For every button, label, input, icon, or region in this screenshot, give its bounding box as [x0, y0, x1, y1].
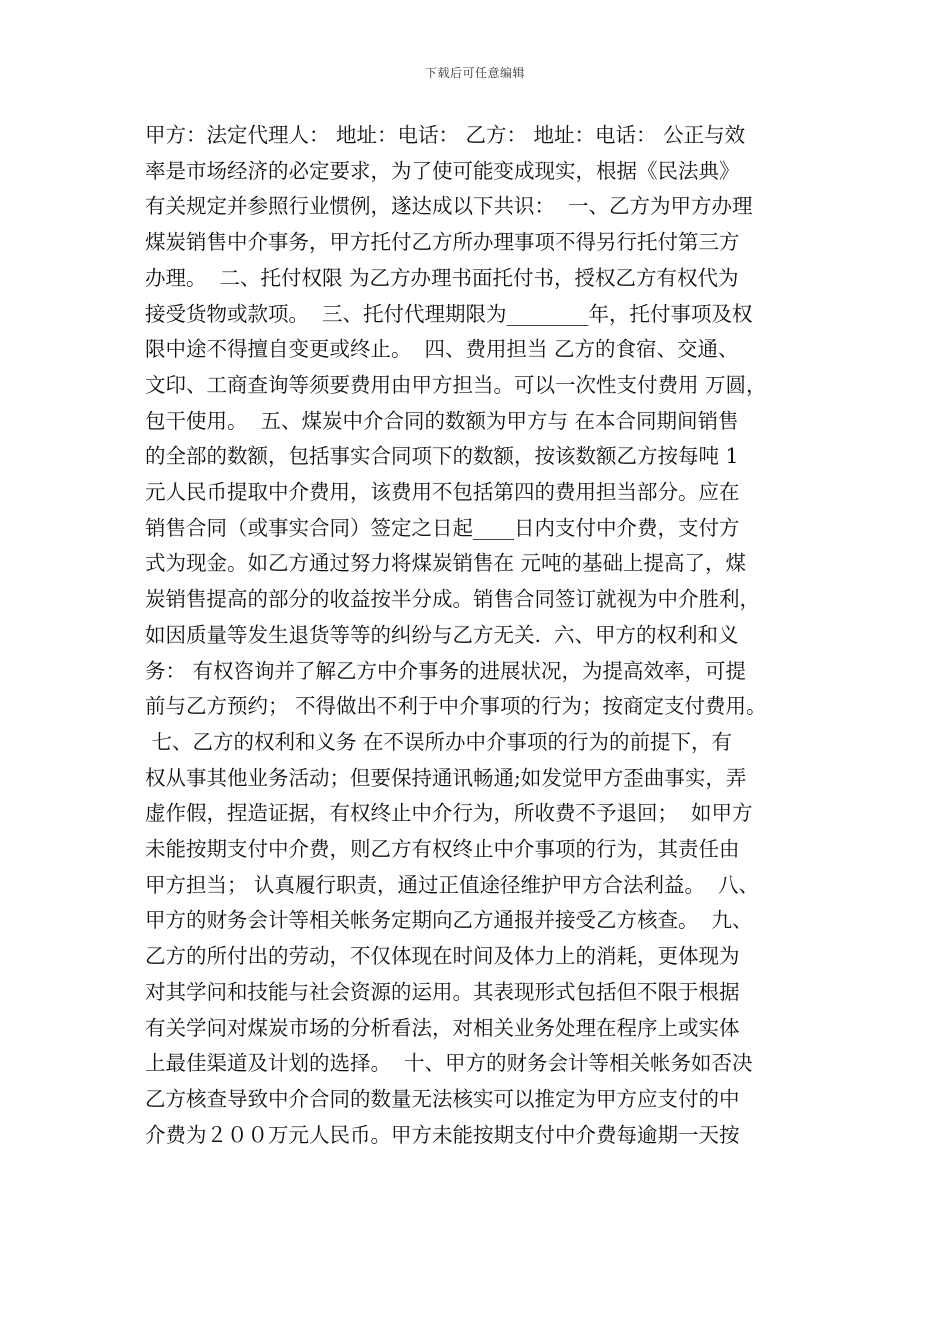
text-line: 乙方核查导致中介合同的数量无法核实可以推定为甲方应支付的中	[145, 1086, 740, 1111]
text-line: 七、乙方的权利和义务 在不误所办中介事项的行为的前提下，有	[145, 729, 733, 754]
text-line: 销售合同（或事实合同）签定之日起____日内支付中介费，支付方	[145, 515, 740, 540]
text-line: 乙方的所付出的劳动，不仅体现在时间及体力上的消耗，更体现为	[145, 944, 740, 969]
text-line: 率是市场经济的必定要求，为了使可能变成现实，根据《民法典》	[145, 158, 740, 183]
text-line: 虚作假，捏造证据，有权终止中介行为，所收费不予退回； 如甲方	[145, 801, 753, 826]
text-line: 甲方的财务会计等相关帐务定期向乙方通报并接受乙方核查。 九、	[145, 908, 753, 933]
text-line: 上最佳渠道及计划的选择。 十、甲方的财务会计等相关帐务如否决	[145, 1051, 753, 1076]
text-line: 对其学问和技能与社会资源的运用。其表现形式包括但不限于根据	[145, 979, 740, 1004]
page-header-note: 下载后可任意编辑	[424, 66, 525, 80]
text-line: 未能按期支付中介费，则乙方有权终止中介事项的行为，其责任由	[145, 837, 740, 862]
text-line: 煤炭销售中介事务，甲方托付乙方所办理事项不得另行托付第三方	[145, 230, 740, 255]
text-line: 炭销售提高的部分的收益按半分成。销售合同签订就视为中介胜利，	[145, 587, 760, 612]
text-line: 办理。 二、托付权限 为乙方办理书面托付书，授权乙方有权代为	[145, 265, 739, 290]
text-line: 包干使用。 五、煤炭中介合同的数额为甲方与 在本合同期间销售	[145, 408, 739, 433]
text-line: 文印、工商查询等须要费用由甲方担当。可以一次性支付费用 万圆，	[145, 372, 767, 397]
text-line: 务： 有权咨询并了解乙方中介事务的进展状况，为提高效率，可提	[145, 658, 747, 683]
text-line: 式为现金。如乙方通过努力将煤炭销售在 元吨的基础上提高了，煤	[145, 551, 747, 576]
text-line: 介费为２００万元人民币。甲方未能按期支付中介费每逾期一天按	[145, 1122, 740, 1147]
text-line: 权从事其他业务活动；但要保持通讯畅通;如发觉甲方歪曲事实，弄	[145, 765, 747, 790]
text-line: 前与乙方预约； 不得做出不利于中介事项的行为；按商定支付费用。	[145, 694, 767, 719]
text-line: 甲方担当； 认真履行职责，通过正值途径维护甲方合法利益。 八、	[145, 872, 760, 897]
text-line: 有关学问对煤炭市场的分析看法，对相关业务处理在程序上或实体	[145, 1015, 740, 1040]
text-line: 有关规定并参照行业惯例，遂达成以下共识： 一、乙方为甲方办理	[145, 194, 753, 219]
text-line: 接受货物或款项。 三、托付代理期限为________年，托付事项及权	[145, 301, 753, 326]
text-line: 元人民币提取中介费用，该费用不包括第四的费用担当部分。应在	[145, 480, 740, 505]
text-line: 如因质量等发生退货等等的纠纷与乙方无关. 六、甲方的权利和义	[145, 622, 739, 647]
text-line: 的全部的数额，包括事实合同项下的数额，按该数额乙方按每吨 1	[145, 444, 739, 469]
contract-body-text	[145, 118, 821, 1153]
text-line: 甲方：法定代理人： 地址：电话： 乙方： 地址：电话： 公正与效	[145, 123, 746, 147]
text-line: 限中途不得擅自变更或终止。 四、费用担当 乙方的食宿、交通、	[145, 337, 739, 362]
